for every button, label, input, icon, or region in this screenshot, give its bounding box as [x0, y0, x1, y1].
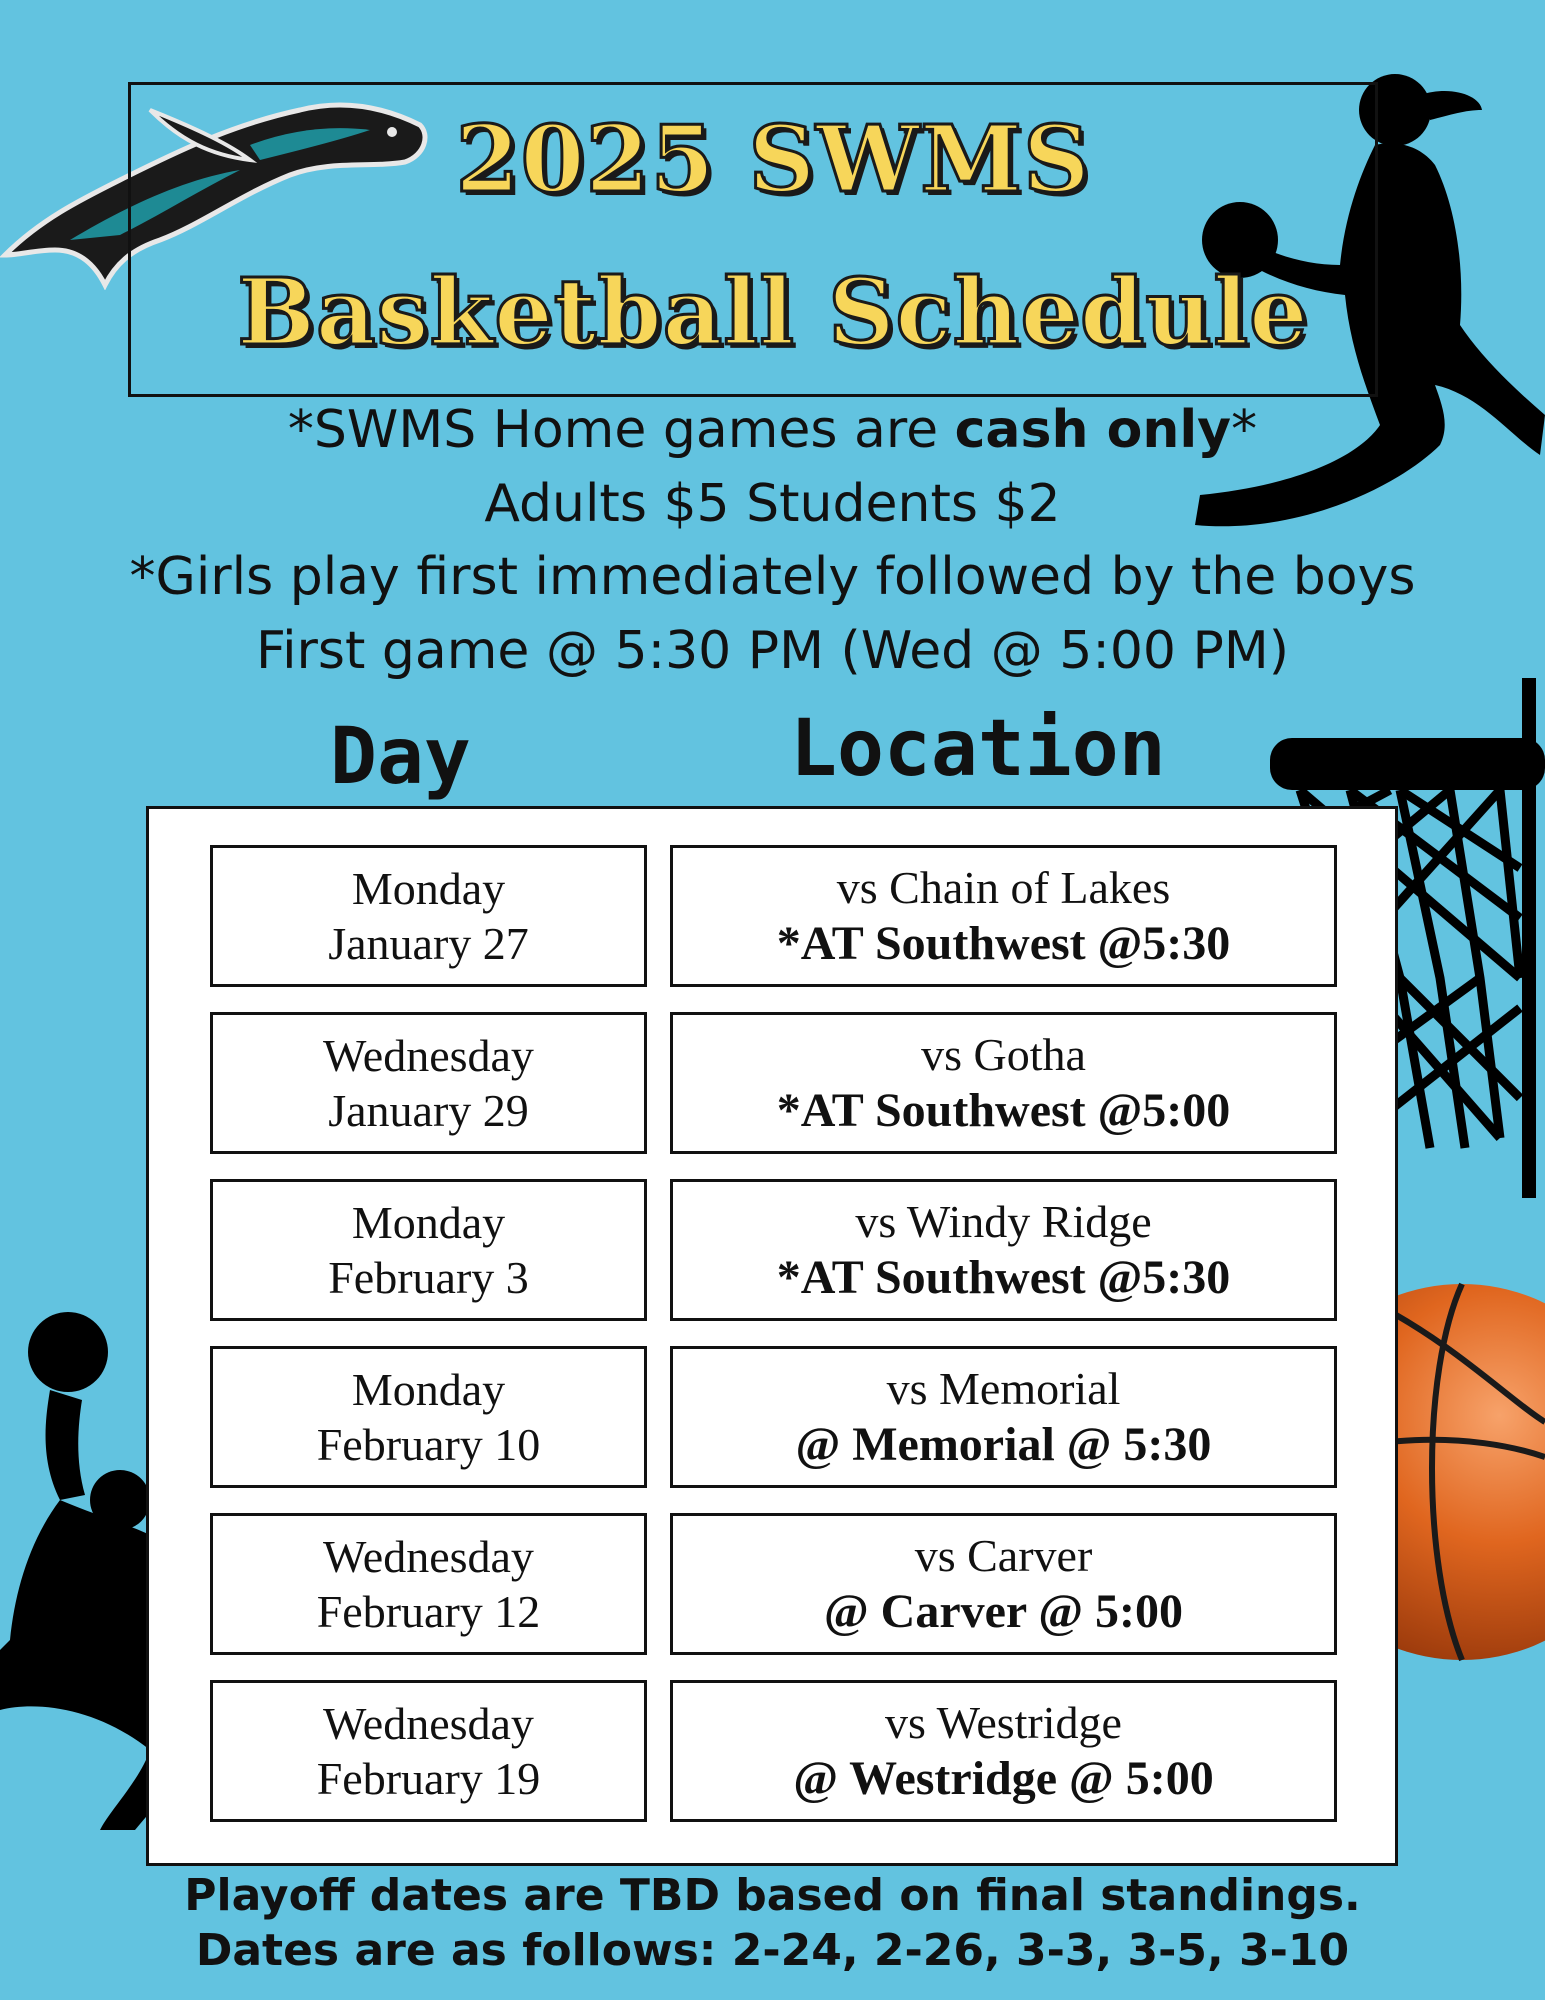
game-opponent: vs Memorial — [886, 1362, 1121, 1414]
playoff-dates: Dates are as follows: 2-24, 2-26, 3-3, 3-5, 3-10 — [195, 1925, 1350, 1976]
title-line-1: 2025 SWMS — [455, 105, 1091, 213]
game-day-cell — [210, 1680, 647, 1822]
game-location-cell — [670, 1346, 1337, 1488]
game-weekday: Wednesday — [323, 1530, 534, 1582]
game-location-detail: @ Memorial @ 5:30 — [795, 1417, 1212, 1471]
game-location-detail: *AT Southwest @5:00 — [776, 1083, 1231, 1137]
game-opponent: vs Chain of Lakes — [836, 861, 1171, 913]
ticket-prices: Adults $5 Students $2 — [484, 474, 1061, 534]
game-location-detail: @ Carver @ 5:00 — [824, 1584, 1183, 1638]
game-day-cell — [210, 1012, 647, 1154]
playoff-note: Playoff dates are TBD based on final standings. — [184, 1870, 1361, 1921]
game-location-cell — [670, 845, 1337, 987]
location-column-header: Location — [790, 704, 1166, 794]
game-date: February 12 — [316, 1586, 541, 1637]
game-weekday: Monday — [351, 1196, 506, 1248]
game-opponent: vs Windy Ridge — [855, 1195, 1152, 1247]
game-location-cell — [670, 1680, 1337, 1822]
cash-only-note — [0, 400, 1545, 460]
game-location-detail: *AT Southwest @5:30 — [776, 916, 1231, 970]
game-order-note: *Girls play first immediately followed by the boys — [129, 547, 1416, 607]
game-location-detail: *AT Southwest @5:30 — [776, 1250, 1231, 1304]
game-opponent: vs Gotha — [921, 1028, 1086, 1080]
game-weekday: Monday — [351, 862, 506, 914]
game-weekday: Monday — [351, 1363, 506, 1415]
game-location-cell — [670, 1012, 1337, 1154]
game-date: February 19 — [316, 1753, 541, 1804]
game-date: February 3 — [328, 1252, 529, 1303]
game-day-cell — [210, 1346, 647, 1488]
game-opponent: vs Westridge — [885, 1696, 1122, 1748]
game-location-cell — [670, 1513, 1337, 1655]
cash-note-suffix: * — [1231, 400, 1258, 460]
schedule-table — [146, 806, 1398, 1866]
game-day-cell — [210, 1179, 647, 1321]
game-date: January 27 — [328, 918, 529, 969]
cash-note-prefix: *SWMS Home games are — [287, 400, 955, 460]
game-location-cell — [670, 1179, 1337, 1321]
game-weekday: Wednesday — [323, 1029, 534, 1081]
game-opponent: vs Carver — [914, 1529, 1093, 1581]
day-column-header: Day — [330, 712, 471, 802]
title-line-2: Basketball Schedule — [237, 258, 1309, 366]
cash-only-emphasis: cash only — [954, 400, 1232, 460]
game-location-detail: @ Westridge @ 5:00 — [793, 1751, 1214, 1805]
game-date: January 29 — [328, 1085, 529, 1136]
game-day-cell — [210, 845, 647, 987]
game-weekday: Wednesday — [323, 1697, 534, 1749]
first-game-time: First game @ 5:30 PM (Wed @ 5:00 PM) — [255, 621, 1290, 681]
game-date: February 10 — [316, 1419, 541, 1470]
game-day-cell — [210, 1513, 647, 1655]
